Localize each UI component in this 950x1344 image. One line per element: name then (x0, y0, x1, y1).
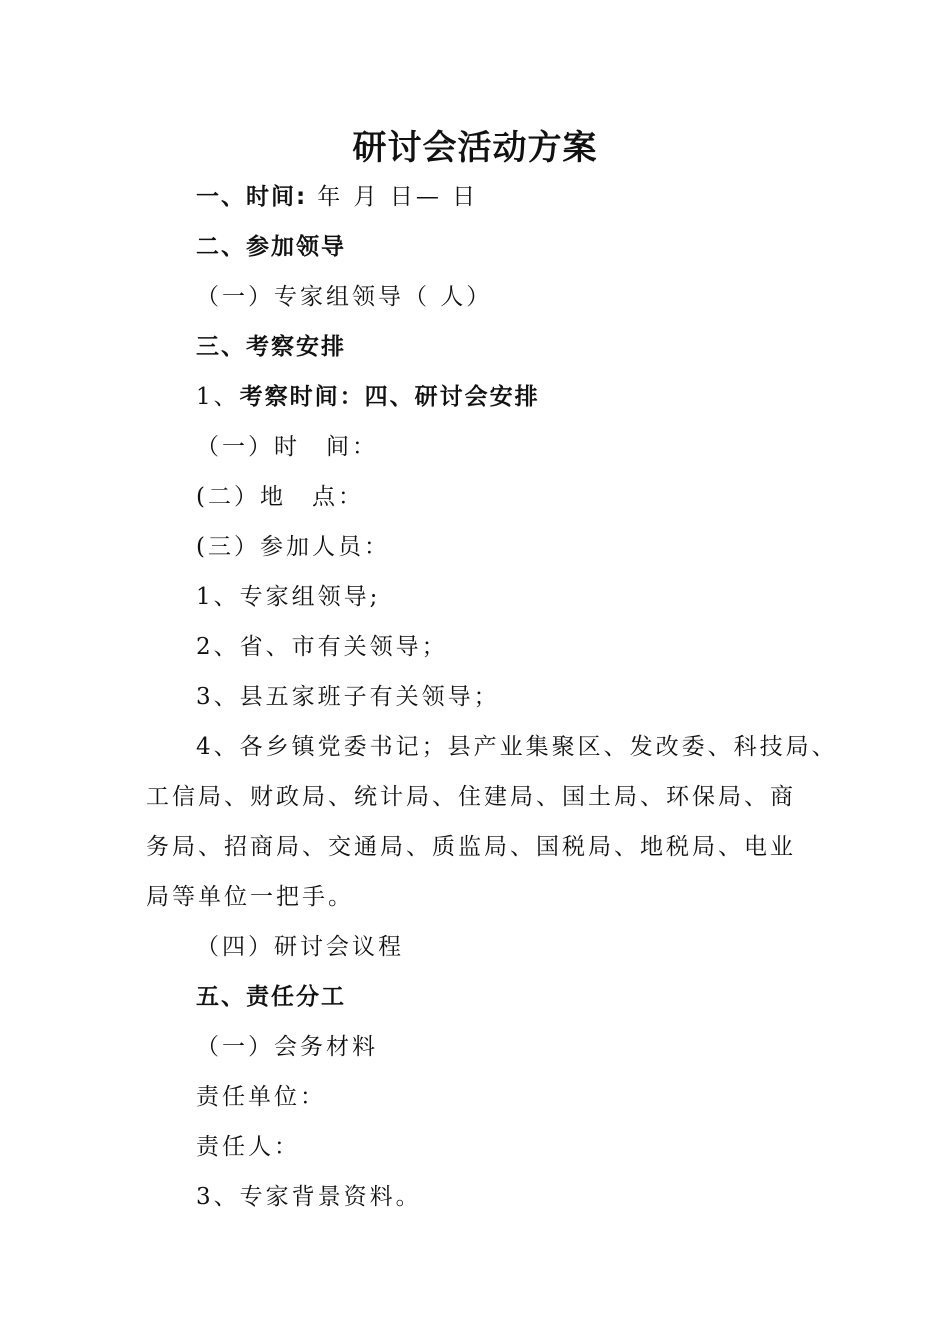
people-item-3: 3、县五家班子有关领导； (196, 684, 500, 710)
item-time-line: （一）时 间： (196, 434, 378, 460)
inspect-text: 考察时间：四、研讨会安排 (239, 384, 540, 410)
people-item-4-line-3: 务局、招商局、交通局、质监局、国税局、地税局、电业 (146, 834, 796, 860)
people-item-2: 2、省、市有关领导； (196, 634, 448, 660)
people-item-4-line-2: 工信局、财政局、统计局、住建局、国土局、环保局、商 (146, 784, 796, 810)
people-item-4-line-1: 4、各乡镇党委书记；县产业集聚区、发改委、科技局、 (196, 734, 838, 760)
section-5-heading: 五、责任分工 (196, 984, 346, 1010)
responsible-person-line: 责任人： (196, 1134, 300, 1160)
leader-group-line: （一）专家组领导（ 人） (196, 284, 493, 310)
inspect-line (196, 381, 540, 413)
item-place-line: (二）地 点： (196, 484, 364, 510)
section-2-heading: 二、参加领导 (196, 234, 346, 260)
time-line (196, 181, 478, 213)
section-3-heading: 三、考察安排 (196, 334, 346, 360)
responsible-unit-line: 责任单位： (196, 1084, 326, 1110)
materials-line: （一）会务材料 (196, 1034, 378, 1060)
people-item-1: 1、专家组领导; (196, 584, 381, 610)
inspect-prefix: 1、 (196, 384, 240, 410)
time-value: 年 月 日— 日 (317, 184, 479, 210)
time-label: 一、时间 (196, 184, 296, 210)
time-colon: : (296, 184, 308, 210)
people-item-4-line-4: 局等单位一把手。 (146, 884, 354, 910)
agenda-line: （四）研讨会议程 (196, 934, 404, 960)
item-people-line: (三）参加人员： (196, 534, 390, 560)
expert-background-line: 3、专家背景资料。 (196, 1184, 422, 1210)
document-title: 研讨会活动方案 (352, 128, 598, 168)
